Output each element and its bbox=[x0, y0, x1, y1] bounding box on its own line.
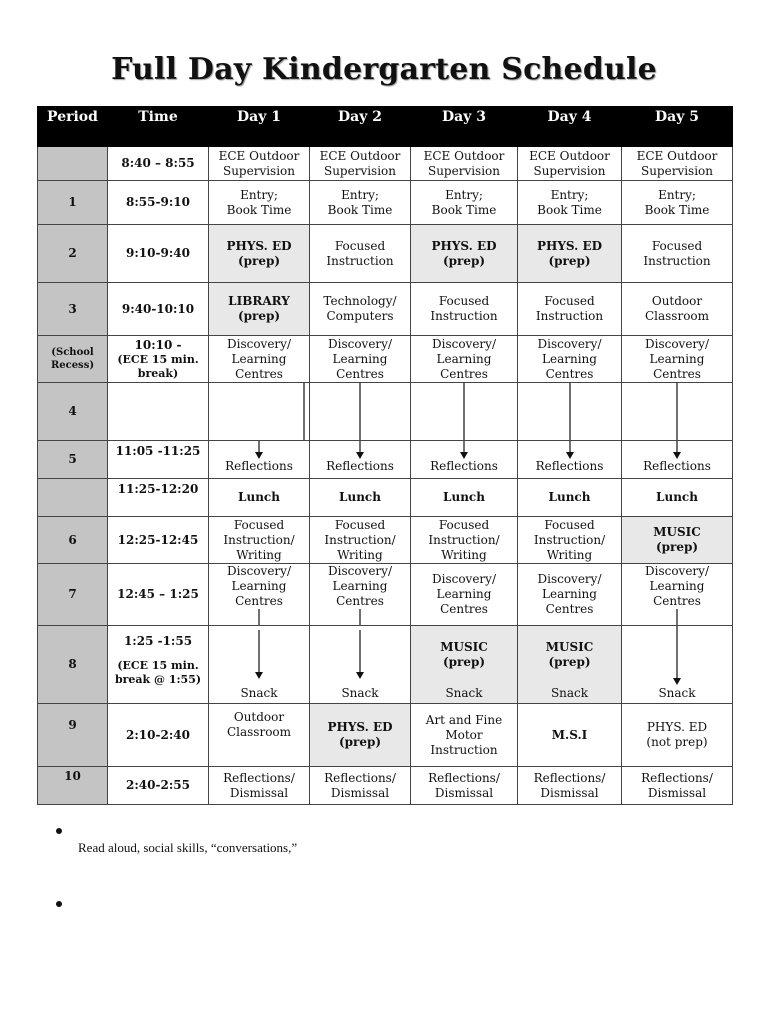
time-cell: 9:40-10:10 bbox=[108, 283, 209, 336]
time-cell bbox=[108, 336, 209, 383]
time-cell bbox=[108, 626, 209, 704]
arrow-down-icon bbox=[565, 383, 575, 440]
schedule-cell bbox=[209, 383, 310, 441]
table-row bbox=[38, 283, 733, 336]
arrow-down-icon bbox=[672, 441, 682, 459]
arrow-down-icon bbox=[459, 441, 469, 459]
period-cell bbox=[38, 479, 108, 517]
cell-text: Snack bbox=[658, 686, 696, 700]
arrow-down-icon bbox=[254, 630, 264, 680]
time-cell: 12:25-12:45 bbox=[108, 517, 209, 564]
period-cell: 5 bbox=[38, 441, 108, 479]
table-row bbox=[38, 336, 733, 383]
cell-text: Snack bbox=[445, 686, 483, 700]
schedule-cell: Art and Fine Motor Instruction bbox=[411, 704, 518, 767]
table-row bbox=[38, 383, 733, 441]
schedule-cell: PHYS. ED (prep) bbox=[209, 225, 310, 283]
schedule-cell: Discovery/ Learning Centres bbox=[411, 336, 518, 383]
header-day-1: Day 1 bbox=[209, 107, 310, 147]
schedule-cell: Entry; Book Time bbox=[209, 181, 310, 225]
period-cell: 4 bbox=[38, 383, 108, 441]
cell-text: MUSIC (prep) bbox=[545, 640, 594, 669]
arrow-down-icon bbox=[355, 383, 365, 440]
schedule-cell bbox=[622, 383, 733, 441]
schedule-cell bbox=[622, 441, 733, 479]
schedule-cell: M.S.I bbox=[518, 704, 622, 767]
cell-text: Reflections bbox=[643, 459, 711, 473]
schedule-cell bbox=[209, 441, 310, 479]
schedule-cell: PHYS. ED (prep) bbox=[518, 225, 622, 283]
cell-text: Reflections bbox=[326, 459, 394, 473]
cell-text: Discovery/ Learning Centres bbox=[327, 564, 392, 608]
header-day-4: Day 4 bbox=[518, 107, 622, 147]
schedule-cell bbox=[622, 626, 733, 704]
schedule-cell bbox=[411, 441, 518, 479]
arrow-down-icon bbox=[254, 609, 264, 625]
time-cell: 12:45 – 1:25 bbox=[108, 564, 209, 626]
schedule-cell bbox=[310, 383, 411, 441]
schedule-cell: Reflections/ Dismissal bbox=[518, 767, 622, 805]
arrow-down-icon bbox=[355, 609, 365, 625]
arrow-down-icon bbox=[355, 441, 365, 459]
time-cell: 9:10-9:40 bbox=[108, 225, 209, 283]
schedule-cell: Outdoor Classroom bbox=[622, 283, 733, 336]
schedule-cell: Entry; Book Time bbox=[411, 181, 518, 225]
schedule-cell: Reflections/ Dismissal bbox=[622, 767, 733, 805]
time-note: (ECE 15 min. break) bbox=[117, 352, 199, 380]
header-day-3: Day 3 bbox=[411, 107, 518, 147]
note-text: Read aloud, social skills, “conversations,” bbox=[78, 840, 298, 855]
arrow-down-icon bbox=[565, 441, 575, 459]
period-cell: 7 bbox=[38, 564, 108, 626]
cell-text: Reflections bbox=[225, 459, 293, 473]
schedule-cell: Focused Instruction bbox=[310, 225, 411, 283]
schedule-cell: Focused Instruction/ Writing bbox=[209, 517, 310, 564]
schedule-cell: Reflections/ Dismissal bbox=[209, 767, 310, 805]
schedule-cell: Entry; Book Time bbox=[518, 181, 622, 225]
period-cell: 3 bbox=[38, 283, 108, 336]
schedule-cell bbox=[310, 441, 411, 479]
schedule-cell: Outdoor Classroom bbox=[209, 704, 310, 767]
time-cell: 8:40 – 8:55 bbox=[108, 147, 209, 181]
period-cell: 1 bbox=[38, 181, 108, 225]
cell-text: Reflections bbox=[535, 459, 604, 473]
schedule-cell: Discovery/ Learning Centres bbox=[310, 336, 411, 383]
period-cell: (School Recess) bbox=[38, 336, 108, 383]
schedule-cell: Lunch bbox=[622, 479, 733, 517]
time-label: 1:25 -1:55 bbox=[123, 634, 193, 648]
table-row bbox=[38, 626, 733, 704]
period-cell: 6 bbox=[38, 517, 108, 564]
schedule-cell: Focused Instruction/ Writing bbox=[310, 517, 411, 564]
header-time: Time bbox=[108, 107, 209, 147]
schedule-cell: PHYS. ED (prep) bbox=[411, 225, 518, 283]
schedule-cell: Lunch bbox=[518, 479, 622, 517]
schedule-cell: ECE Outdoor Supervision bbox=[310, 147, 411, 181]
table-row bbox=[38, 441, 733, 479]
table-row bbox=[38, 767, 733, 805]
period-cell: 9 bbox=[38, 704, 108, 767]
table-row bbox=[38, 564, 733, 626]
schedule-cell bbox=[411, 383, 518, 441]
time-cell: 11:05 -11:25 bbox=[108, 441, 209, 479]
period-cell: 2 bbox=[38, 225, 108, 283]
schedule-cell: Lunch bbox=[411, 479, 518, 517]
schedule-cell: MUSIC (prep) bbox=[622, 517, 733, 564]
schedule-table bbox=[37, 106, 733, 805]
header-row bbox=[38, 107, 733, 147]
schedule-cell: Entry; Book Time bbox=[310, 181, 411, 225]
arrow-down-icon bbox=[254, 441, 264, 459]
schedule-cell: Focused Instruction bbox=[411, 283, 518, 336]
schedule-cell bbox=[310, 626, 411, 704]
arrow-down-icon bbox=[672, 609, 682, 625]
schedule-cell bbox=[622, 564, 733, 626]
schedule-cell: Reflections/ Dismissal bbox=[411, 767, 518, 805]
schedule-cell: Lunch bbox=[310, 479, 411, 517]
schedule-cell: Focused Instruction bbox=[518, 283, 622, 336]
arrow-down-icon bbox=[672, 626, 682, 686]
schedule-cell: Discovery/ Learning Centres bbox=[622, 336, 733, 383]
schedule-cell bbox=[518, 441, 622, 479]
time-cell bbox=[108, 383, 209, 441]
schedule-cell: PHYS. ED (not prep) bbox=[622, 704, 733, 767]
table-row bbox=[38, 181, 733, 225]
schedule-cell bbox=[518, 626, 622, 704]
schedule-cell: Entry; Book Time bbox=[622, 181, 733, 225]
schedule-cell bbox=[411, 626, 518, 704]
period-cell bbox=[38, 147, 108, 181]
time-cell: 11:25-12:20 bbox=[108, 479, 209, 517]
arrow-down-icon bbox=[355, 630, 365, 680]
schedule-cell: Discovery/ Learning Centres bbox=[209, 336, 310, 383]
cell-text: Discovery/ Learning Centres bbox=[644, 564, 709, 608]
schedule-cell: Discovery/ Learning Centres bbox=[411, 564, 518, 626]
time-cell: 8:55-9:10 bbox=[108, 181, 209, 225]
arrow-down-icon bbox=[459, 383, 469, 440]
arrow-down-icon bbox=[672, 383, 682, 440]
schedule-cell: ECE Outdoor Supervision bbox=[518, 147, 622, 181]
schedule-cell: PHYS. ED (prep) bbox=[310, 704, 411, 767]
time-cell: 2:10-2:40 bbox=[108, 704, 209, 767]
schedule-cell: Focused Instruction/ Writing bbox=[411, 517, 518, 564]
arrow-down-icon bbox=[299, 383, 309, 440]
schedule-cell: ECE Outdoor Supervision bbox=[411, 147, 518, 181]
schedule-cell bbox=[518, 383, 622, 441]
table-row bbox=[38, 517, 733, 564]
cell-text: Snack bbox=[341, 686, 379, 700]
cell-text: Discovery/ Learning Centres bbox=[226, 564, 291, 608]
cell-text: Snack bbox=[240, 686, 278, 700]
schedule-cell: Technology/ Computers bbox=[310, 283, 411, 336]
time-label: 10:10 - bbox=[134, 337, 182, 352]
schedule-cell: LIBRARY (prep) bbox=[209, 283, 310, 336]
schedule-cell: Lunch bbox=[209, 479, 310, 517]
cell-text: Snack bbox=[550, 686, 589, 700]
table-row bbox=[38, 704, 733, 767]
page-title: Full Day Kindergarten Schedule bbox=[111, 52, 657, 87]
table-row bbox=[38, 147, 733, 181]
header-period: Period bbox=[38, 107, 108, 147]
cell-text: Reflections bbox=[430, 459, 498, 473]
schedule-cell: Discovery/ Learning Centres bbox=[518, 564, 622, 626]
time-note: (ECE 15 min. break @ 1:55) bbox=[114, 659, 202, 686]
schedule-cell: ECE Outdoor Supervision bbox=[622, 147, 733, 181]
header-day-5: Day 5 bbox=[622, 107, 733, 147]
time-cell: 2:40-2:55 bbox=[108, 767, 209, 805]
schedule-cell bbox=[209, 626, 310, 704]
table-row bbox=[38, 225, 733, 283]
period-cell: 8 bbox=[38, 626, 108, 704]
bullet-icon bbox=[56, 828, 62, 834]
table-row bbox=[38, 479, 733, 517]
schedule-cell bbox=[310, 564, 411, 626]
schedule-cell: Reflections/ Dismissal bbox=[310, 767, 411, 805]
schedule-cell: ECE Outdoor Supervision bbox=[209, 147, 310, 181]
schedule-cell: Focused Instruction bbox=[622, 225, 733, 283]
schedule-cell: Focused Instruction/ Writing bbox=[518, 517, 622, 564]
cell-text: MUSIC (prep) bbox=[440, 640, 488, 669]
schedule-cell: Discovery/ Learning Centres bbox=[518, 336, 622, 383]
schedule-cell bbox=[209, 564, 310, 626]
bullet-icon bbox=[56, 901, 62, 907]
period-cell: 10 bbox=[38, 767, 108, 805]
header-day-2: Day 2 bbox=[310, 107, 411, 147]
